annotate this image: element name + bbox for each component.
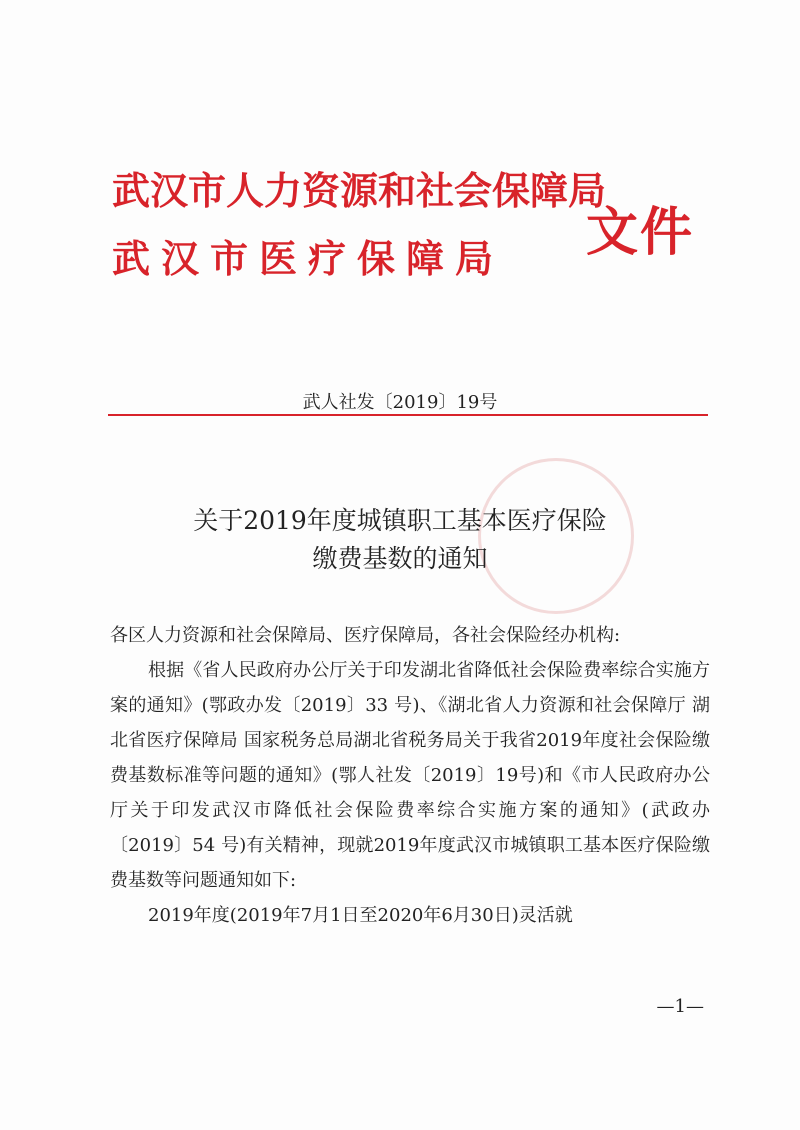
salutation: 各区人力资源和社会保障局、医疗保障局，各社会保险经办机构:	[110, 625, 621, 646]
document-title	[0, 502, 800, 578]
document-header	[112, 160, 712, 310]
document-body	[110, 618, 710, 933]
title-line-2: 缴费基数的通知	[312, 544, 488, 573]
issuer-line-hr: 武汉市人力资源和社会保障局	[112, 168, 607, 213]
document-number: 武人社发〔2019〕19号	[302, 392, 498, 413]
page-number: —1—	[656, 996, 704, 1017]
paragraph-2: 2019年度(2019年7月1日至2020年6月30日)灵活就	[148, 905, 573, 926]
document-type: 文件	[586, 202, 695, 263]
paragraph-1: 根据《省人民政府办公厅关于印发湖北省降低社会保险费率综合实施方案的通知》(鄂政办发〔2019〕33 号)、《湖北省人力资源和社会保障厅 湖北省医疗保障局 国家税务总局湖北省税务局关于我省2019年度社会保险缴费基数标准等问题的通知》(鄂人社发〔2019〕19号)和《市人民政府办公厅关于印发武汉市降低社会保险费率综合实施方案的通知》(武政办〔2019〕54 号)有关精神，现就2019年度武汉市城镇职工基本医疗保险缴费基数等问题通知如下:	[110, 660, 710, 891]
title-line-1: 关于2019年度城镇职工基本医疗保险	[193, 506, 607, 535]
issuer-line-medical: 武汉市医疗保障局	[112, 236, 505, 281]
header-divider	[108, 414, 708, 416]
